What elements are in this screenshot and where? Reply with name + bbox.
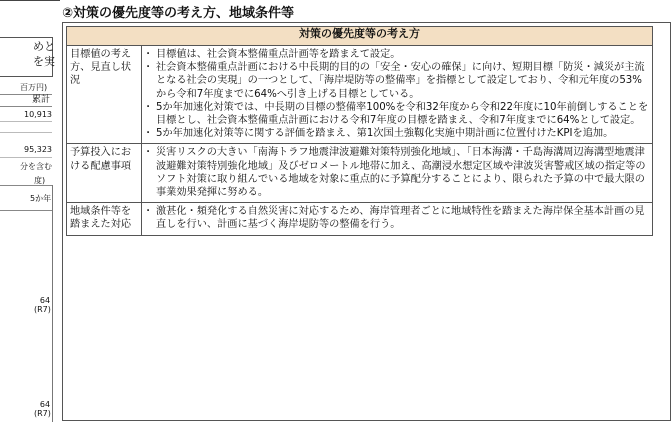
left-header-cumulative: 累計 [32, 95, 51, 105]
left-grid-line [0, 121, 52, 122]
left-target-1-value: 64 [39, 296, 51, 305]
left-value-1: 10,913 [24, 110, 52, 119]
bullet-item: ・ 5か年加速化対策等に関する評価を踏まえ、第1次国土強靱化実施中期計画に位置付けたKPIを追加。 [145, 127, 649, 140]
left-table-border [52, 185, 53, 422]
left-grid-line [0, 132, 52, 133]
top-rule [0, 0, 60, 1]
section-title: ②対策の優先度等の考え方、地域条件等 [62, 6, 295, 21]
left-target-2-year: (R7) [34, 409, 51, 418]
left-summary-box [0, 37, 53, 77]
row-label-target: 目標値の考え方、見直し状況 [67, 46, 142, 144]
left-col-header [0, 185, 52, 211]
row-label-regional: 地域条件等を踏まえた対応 [67, 203, 142, 235]
priority-table [66, 26, 653, 236]
left-target-1-year: (R7) [34, 305, 51, 314]
left-col-header-label: 5か年 [30, 194, 52, 203]
left-unit-label: 百万円) [20, 83, 48, 92]
bullet-item: ・ 災害リスクの大きい「南海トラフ地震津波避難対策特別強化地域」、「日本海溝・千島海溝周辺海溝型地震津波避難対策特別強化地域」及びゼロメートル地帯に加え、高潮浸水想定区域や津波災害警戒区域の指定等のソフト対策に取り組んでいる地域を対象に重点的に予算配分することにより、限られた予算の中で最大限の事業効果発揮に努める。 [145, 146, 649, 199]
table-row [67, 46, 653, 144]
row-content-target [142, 46, 653, 144]
table-row [67, 203, 653, 235]
left-box-line-2: を実 [33, 55, 55, 68]
table-header: 対策の優先度等の考え方 [67, 27, 653, 46]
left-value-2: 95,323 [24, 145, 52, 154]
left-paren-label: 度) [34, 176, 46, 185]
left-target-2-value: 64 [39, 400, 51, 409]
row-label-budget: 予算投入における配慮事項 [67, 144, 142, 203]
row-content-budget [142, 144, 653, 203]
bullet-item: ・ 激甚化・頻発化する自然災害に対応するため、海岸管理者ごとに地域特性を踏まえた海岸保全基本計画の見直しを行い、計画に基づく海岸堤防等の整備を行う。 [145, 205, 649, 231]
left-grid-line [0, 157, 52, 158]
table-row [67, 144, 653, 203]
bullet-item: ・ 社会資本整備重点計画における中長期的目的の「安全・安心の確保」に向け、短期目標「防災・減災が主流となる社会の実現」の一つとして、「海岸堤防等の整備率」を指標として設定しており、令和元年度の53%から令和7年度までに64%へ引き上げる目標としている。 [145, 61, 649, 101]
left-box-line-1: めと [33, 40, 55, 53]
left-note: 分を含む [20, 162, 52, 171]
table-header-row [67, 27, 653, 46]
left-table-header [0, 94, 52, 107]
bullet-item: ・ 5か年加速化対策では、中長期の目標の整備率100%を令和32年度から令和22年度に10年前倒しすることを目標とし、社会資本整備重点計画における令和7年度の目標を踏まえ、令和7年度までに64%として設定。 [145, 101, 649, 127]
row-content-regional [142, 203, 653, 235]
bullet-item: ・ 目標値は、社会資本整備重点計画等を踏まえて設定。 [145, 48, 649, 61]
